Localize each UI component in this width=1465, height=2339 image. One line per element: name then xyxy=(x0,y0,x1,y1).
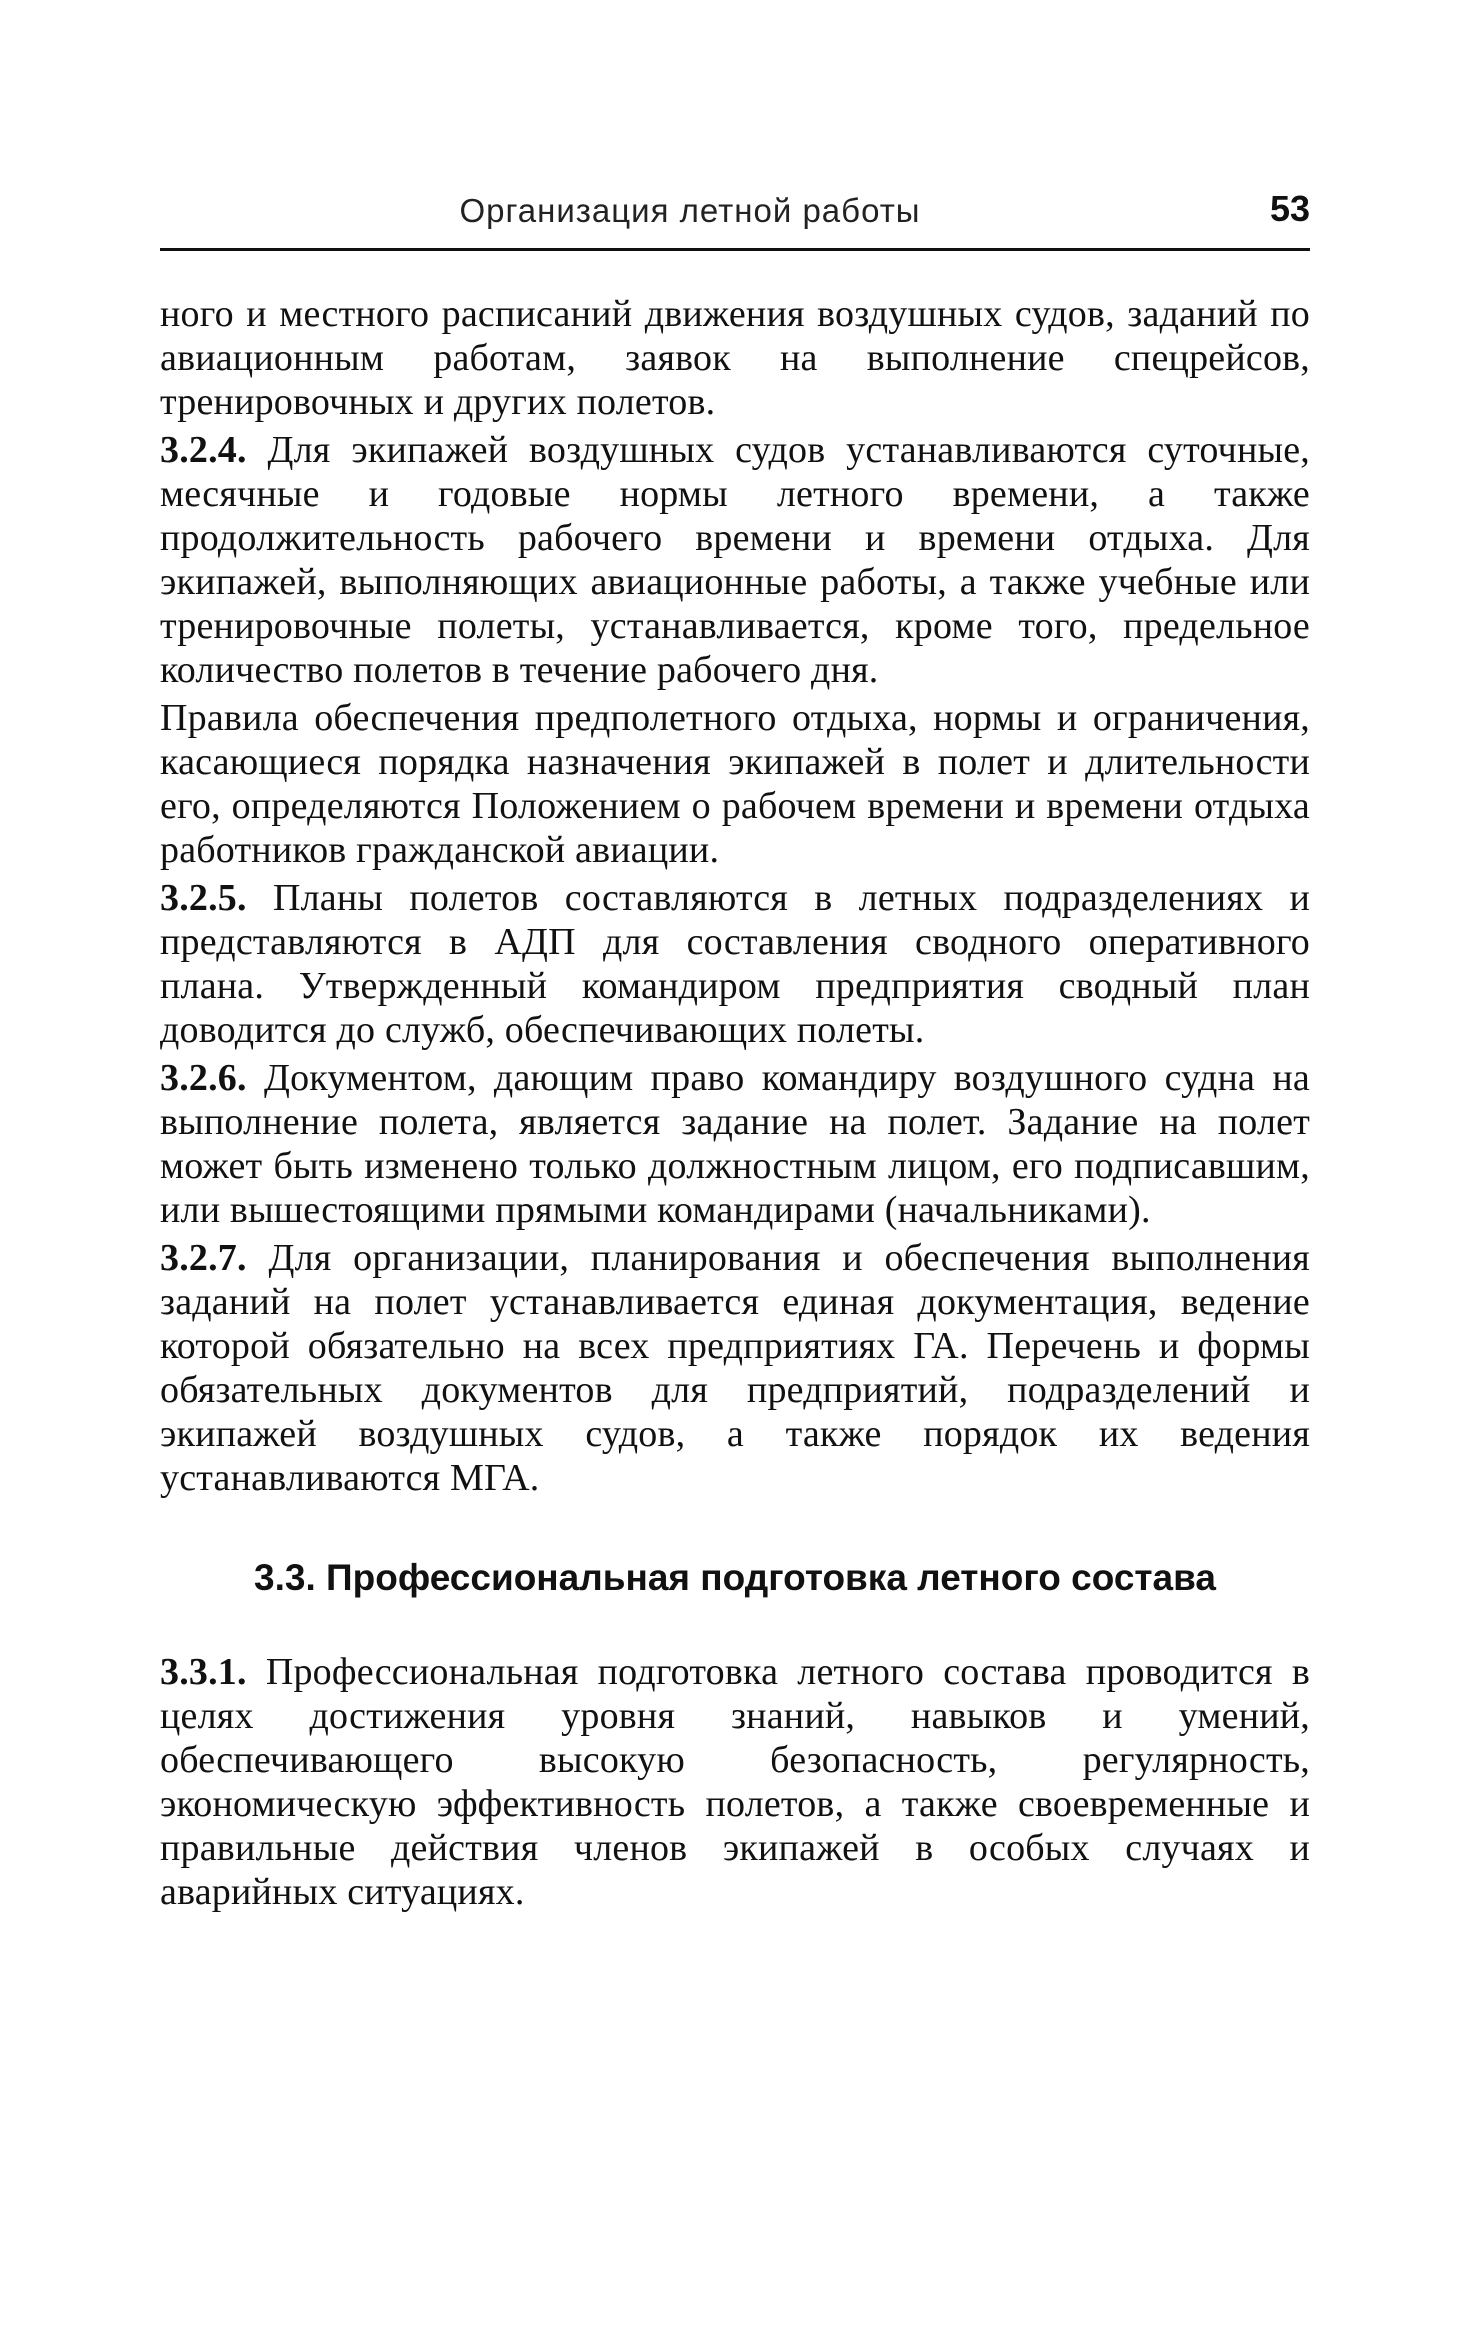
header-rule xyxy=(160,248,1310,251)
clause-number: 3.3.1. xyxy=(160,1651,247,1693)
paragraph-3-2-5 xyxy=(160,876,1310,1052)
paragraph-text: ного и местного расписаний движения воздушных судов, заданий по авиационным работам, заявок на выполнение спецрейсов, тренировочных и других полетов. xyxy=(160,293,1310,423)
clause-number: 3.2.6. xyxy=(160,1057,247,1099)
section-heading: 3.3. Профессиональная подготовка летного состава xyxy=(254,1557,1216,1598)
paragraph-text: Планы полетов составляются в летных подразделениях и представляются в АДП для составления сводного оперативного плана. Утвержденный командиром предприятия сводный план доводится до служб, обеспечивающих полеты. xyxy=(160,877,1310,1051)
paragraph-text: Профессиональная подготовка летного состава проводится в целях достижения уровня знаний, навыков и умений, обеспечивающего высокую безопасность, регулярность, экономическую эффективность полетов, а также своевременные и правильные действия членов экипажей в особых случаях и аварийных ситуациях. xyxy=(160,1651,1310,1913)
paragraph-3-2-6 xyxy=(160,1056,1310,1232)
paragraph-text: Правила обеспечения предполетного отдыха, нормы и ограничения, касающиеся порядка назначения экипажей в полет и длительности его, определяются Положением о рабочем времени и времени отдыха работников гражданской авиации. xyxy=(160,697,1310,871)
paragraph-3-3-1 xyxy=(160,1650,1310,1914)
page-number: 53 xyxy=(1269,188,1310,229)
paragraph-text: Документом, дающим право командиру воздушного судна на выполнение полета, является задание на полет. Задание на полет может быть изменено только должностным лицом, его подписавшим, или вышестоящими прямыми командирами (начальниками). xyxy=(160,1057,1310,1231)
paragraph-continuation xyxy=(160,292,1310,424)
paragraph-rest-rules xyxy=(160,696,1310,872)
paragraph-text: Для организации, планирования и обеспечения выполнения заданий на полет устанавливается единая документация, ведение которой обязательно на всех предприятиях ГА. Перечень и формы обязательных документов для предприятий, подразделений и экипажей воздушных судов, а также порядок их ведения устанавливаются МГА. xyxy=(160,1237,1310,1499)
paragraph-3-2-4 xyxy=(160,428,1310,692)
clause-number: 3.2.5. xyxy=(160,877,247,919)
running-title: Организация летной работы xyxy=(459,192,921,229)
paragraph-text: Для экипажей воздушных судов устанавливаются суточные, месячные и годовые нормы летного времени, а также продолжительность рабочего времени и времени отдыха. Для экипажей, выполняющих авиационные работы, а также учебные или тренировочные полеты, устанавливается, кроме того, предельное количество полетов в течение рабочего дня. xyxy=(160,429,1310,691)
paragraph-3-2-7 xyxy=(160,1236,1310,1500)
clause-number: 3.2.7. xyxy=(160,1237,247,1279)
clause-number: 3.2.4. xyxy=(160,429,247,471)
running-head xyxy=(160,188,1310,238)
body-text xyxy=(160,292,1310,1914)
